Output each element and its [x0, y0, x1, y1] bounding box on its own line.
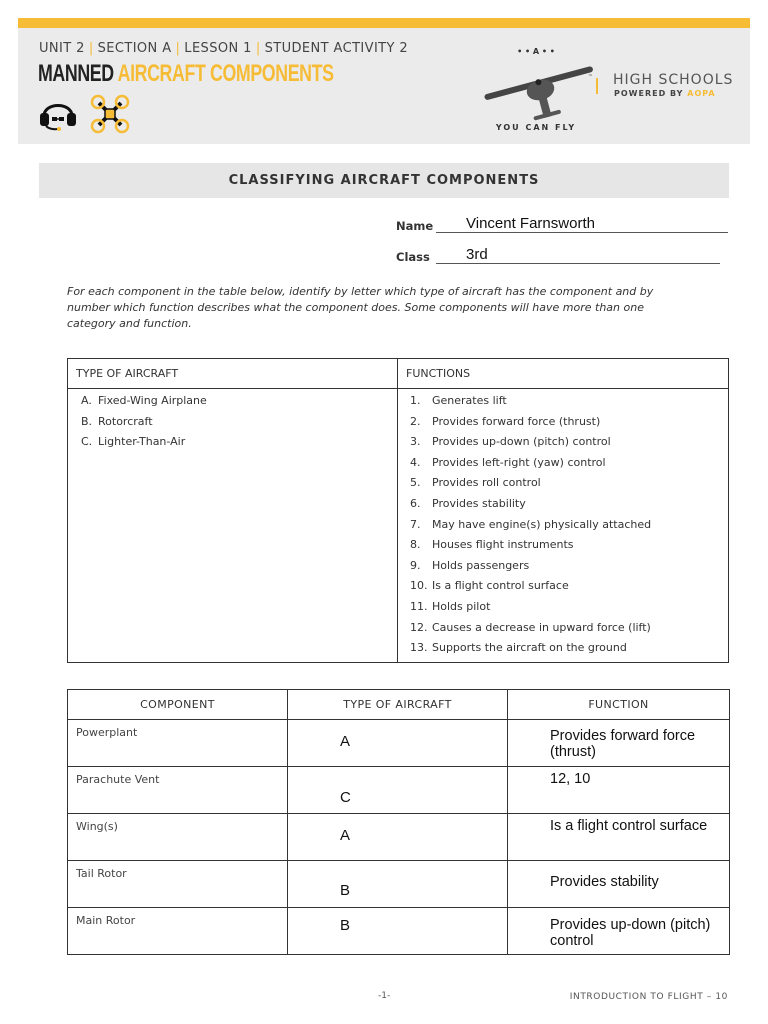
- logo-trademark: ™: [588, 74, 593, 80]
- list-item: 12. Causes a decrease in upward force (lift): [410, 620, 651, 634]
- list-item: 9. Holds passengers: [410, 558, 530, 572]
- list-item: A. Fixed-Wing Airplane: [81, 394, 207, 407]
- title-part-2: AIRCRAFT COMPONENTS: [117, 60, 334, 87]
- function-answer[interactable]: 12, 10: [550, 771, 591, 787]
- function-answer-cell[interactable]: [508, 767, 730, 814]
- list-item: 11. Holds pilot: [410, 599, 491, 613]
- component-name: Powerplant: [76, 726, 138, 739]
- aopa-text: AOPA: [687, 89, 716, 98]
- function-answer-cell[interactable]: [508, 908, 730, 955]
- type-answer-cell[interactable]: [288, 861, 508, 908]
- type-answer-cell[interactable]: [288, 814, 508, 861]
- breadcrumb-lesson: LESSON 1: [184, 41, 252, 56]
- list-item: 7. May have engine(s) physically attached: [410, 517, 652, 531]
- table-row: [68, 814, 730, 861]
- table-row: [68, 908, 730, 955]
- list-item: 6. Provides stability: [410, 496, 526, 510]
- name-field[interactable]: [396, 211, 728, 233]
- accent-bar: [18, 18, 750, 28]
- list-item: 2. Provides forward force (thrust): [410, 414, 601, 428]
- class-label: Class: [396, 250, 430, 264]
- class-field[interactable]: [396, 242, 720, 264]
- list-item: 8. Houses flight instruments: [410, 538, 574, 552]
- pilot-headset-icon: [38, 96, 78, 132]
- list-item: 13. Supports the aircraft on the ground: [410, 641, 627, 655]
- type-answer-cell[interactable]: [288, 908, 508, 955]
- class-underline: [436, 263, 720, 264]
- functions-list: [410, 391, 651, 659]
- type-answer[interactable]: A: [340, 827, 351, 844]
- logo-text-bottom: YOU CAN FLY: [495, 123, 577, 132]
- drone-icon: [90, 94, 130, 134]
- component-name: Tail Rotor: [76, 867, 127, 880]
- section-title: CLASSIFYING AIRCRAFT COMPONENTS: [39, 163, 729, 198]
- function-answer[interactable]: Provides forward force (thrust): [550, 728, 696, 760]
- page-number: -1-: [378, 991, 391, 1001]
- table-row: [68, 861, 730, 908]
- you-can-fly-logo: [476, 38, 612, 134]
- component-column-header: COMPONENT: [68, 690, 288, 720]
- components-table: [67, 689, 730, 955]
- function-column-header: FUNCTION: [508, 690, 730, 720]
- page-header: [18, 28, 750, 144]
- list-item: 4. Provides left-right (yaw) control: [410, 455, 606, 469]
- type-answer[interactable]: C: [340, 789, 351, 806]
- function-answer-cell[interactable]: [508, 814, 730, 861]
- breadcrumb-activity: STUDENT ACTIVITY 2: [264, 41, 409, 56]
- reference-table: [67, 358, 729, 663]
- type-answer[interactable]: A: [340, 733, 351, 750]
- name-underline: [436, 232, 728, 233]
- name-value[interactable]: Vincent Farnsworth: [466, 215, 595, 232]
- high-schools-label: HIGH SCHOOLS: [613, 72, 734, 88]
- function-answer[interactable]: Provides stability: [550, 874, 659, 890]
- table-row: [68, 767, 730, 814]
- instructions: For each component in the table below, identify by letter which type of aircraft has the component and by number which function describes what the component does. Some components will have more than one category and function.: [67, 285, 654, 330]
- list-item: 1. Generates lift: [410, 394, 507, 407]
- logo-text-top: • • A • •: [517, 47, 555, 56]
- powered-by-text: POWERED BY: [614, 89, 684, 98]
- type-header: TYPE OF AIRCRAFT: [68, 359, 397, 389]
- table-row: [68, 720, 730, 767]
- function-answer[interactable]: Provides up-down (pitch) control: [550, 917, 711, 949]
- page-title: [38, 60, 334, 88]
- list-item: 10. Is a flight control surface: [410, 579, 569, 593]
- list-item: B. Rotorcraft: [81, 414, 153, 428]
- component-name: Parachute Vent: [76, 773, 160, 786]
- powered-by-label: [614, 89, 716, 98]
- type-answer-cell[interactable]: [288, 767, 508, 814]
- table-header-row: [68, 690, 730, 720]
- list-item: 5. Provides roll control: [410, 476, 541, 490]
- class-value[interactable]: 3rd: [466, 246, 488, 263]
- type-answer[interactable]: B: [340, 882, 351, 899]
- type-column-header: TYPE OF AIRCRAFT: [288, 690, 508, 720]
- breadcrumb-unit: UNIT 2: [39, 41, 85, 56]
- course-title: INTRODUCTION TO FLIGHT – 10: [569, 992, 728, 1002]
- list-item: 3. Provides up-down (pitch) control: [410, 435, 611, 449]
- title-part-1: MANNED: [38, 60, 114, 87]
- function-answer-cell[interactable]: [508, 720, 730, 767]
- component-name: Main Rotor: [76, 914, 136, 927]
- aircraft-type-list: [81, 391, 207, 453]
- column-divider: [397, 359, 398, 662]
- name-label: Name: [396, 219, 434, 233]
- type-answer-cell[interactable]: [288, 720, 508, 767]
- functions-header: FUNCTIONS: [398, 359, 728, 389]
- function-answer[interactable]: Is a flight control surface: [550, 818, 708, 834]
- function-answer-cell[interactable]: [508, 861, 730, 908]
- breadcrumb-section: SECTION A: [97, 41, 172, 56]
- logo-divider: [596, 78, 598, 94]
- breadcrumb: UNIT 2 | SECTION A | LESSON 1 | STUDENT ACTIVITY 2: [39, 41, 409, 56]
- type-answer[interactable]: B: [340, 917, 351, 934]
- list-item: C. Lighter-Than-Air: [81, 435, 186, 449]
- component-name: Wing(s): [76, 820, 118, 833]
